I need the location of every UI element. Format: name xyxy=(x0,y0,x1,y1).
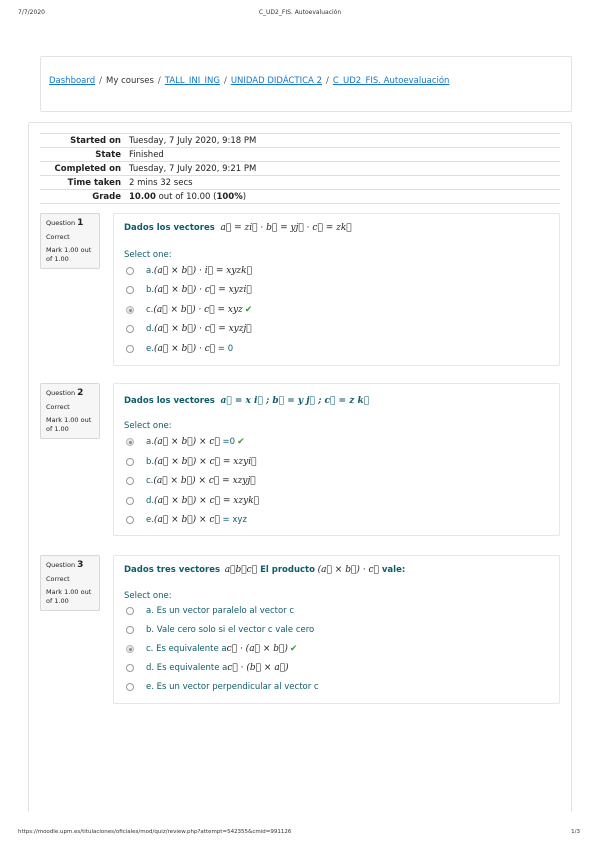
radio-button[interactable] xyxy=(126,664,134,672)
breadcrumb-course-link[interactable]: TALL_INI_ING xyxy=(164,76,220,86)
option-prefix: d. xyxy=(146,496,155,506)
question-text: Dados los vectores a⃗ = x i⃗ ; b⃗ = y j⃗ ; c⃗ = z k⃗ xyxy=(124,396,370,406)
option-formula: (a⃗ × b⃗) · c⃗ = xyzj⃗ xyxy=(154,324,252,334)
print-page-number: 1/3 xyxy=(571,829,580,835)
summary-row xyxy=(40,134,560,148)
radio-button[interactable] xyxy=(126,626,134,634)
breadcrumb-quiz-link[interactable]: C_UD2_FIS. Autoevaluación xyxy=(332,76,450,86)
summary-row xyxy=(40,162,560,176)
question-formula-2: (a⃗ × b⃗) · c⃗ xyxy=(317,565,379,575)
option-formula: c⃗ · (b⃗ × a⃗) xyxy=(227,663,289,673)
question-info-2 xyxy=(40,383,100,439)
option-prefix: c. Es equivalente a xyxy=(146,644,227,654)
breadcrumb-separator: / xyxy=(99,76,102,86)
summary-row xyxy=(40,190,560,204)
breadcrumb-my-courses[interactable]: My courses xyxy=(106,76,154,86)
option-prefix: b. Vale cero solo si el vector c vale cero xyxy=(146,625,315,635)
grade-percent: 100% xyxy=(216,191,243,202)
correct-check-icon: ✔ xyxy=(237,437,245,447)
question-formula: a⃗ = zi⃗ · b⃗ = yj⃗ · c⃗ = zk⃗ xyxy=(220,223,352,233)
summary-value: Tuesday, 7 July 2020, 9:21 PM xyxy=(125,162,560,176)
option-formula: (a⃗ × b⃗) × c⃗ = xzyj⃗ xyxy=(153,476,256,486)
breadcrumb-panel xyxy=(40,56,572,112)
option-suffix: =0 xyxy=(219,437,236,447)
option-prefix: e. xyxy=(146,515,154,525)
summary-row xyxy=(40,176,560,190)
question-mark: Mark 1.00 out of 1.00 xyxy=(46,588,92,605)
select-one-label: Select one: xyxy=(124,591,172,601)
attempt-summary-table xyxy=(40,133,560,204)
radio-button-selected[interactable] xyxy=(126,306,134,314)
option-formula: (a⃗ × b⃗) · i⃗ = xyzk⃗ xyxy=(153,266,253,276)
breadcrumb-section-link[interactable]: UNIDAD DIDÁCTICA 2 xyxy=(230,76,322,86)
radio-button[interactable] xyxy=(126,477,134,485)
option-formula: (a⃗ × b⃗) · c⃗ = xyzi⃗ xyxy=(154,285,252,295)
question-number: Question 2 xyxy=(46,388,84,398)
breadcrumb-separator: / xyxy=(223,76,227,86)
question-number: Question 1 xyxy=(46,218,84,228)
radio-button[interactable] xyxy=(126,325,134,333)
radio-button[interactable] xyxy=(126,683,134,691)
grade-score: 10.00 xyxy=(129,191,156,202)
option-prefix: a. xyxy=(146,437,154,447)
question-mark: Mark 1.00 out of 1.00 xyxy=(46,246,92,263)
print-url: https://moodle.upm.es/titulaciones/oficiales/mod/quiz/review.php?attempt=542355&cmid=991126 xyxy=(18,829,292,835)
question-text-3: vale: xyxy=(378,565,406,575)
option-formula: (a⃗ × b⃗) · c⃗ xyxy=(153,344,216,354)
radio-button[interactable] xyxy=(126,497,134,505)
question-state: Correct xyxy=(46,403,70,411)
option-prefix: a. xyxy=(146,266,154,276)
question-state: Correct xyxy=(46,575,70,583)
radio-button-selected[interactable] xyxy=(126,438,134,446)
radio-button[interactable] xyxy=(126,267,134,275)
option-formula: (a⃗ × b⃗) × c⃗ = xzyk⃗ xyxy=(154,496,260,506)
summary-label: Completed on xyxy=(40,162,125,176)
question-number: Question 3 xyxy=(46,560,84,570)
summary-label: Grade xyxy=(40,190,125,204)
print-date: 7/7/2020 xyxy=(18,9,45,16)
option-formula: (a⃗ × b⃗) · c⃗ = xyz xyxy=(153,305,243,315)
option-formula: (a⃗ × b⃗) × c⃗ = xzyi⃗ xyxy=(154,457,257,467)
question-formula: a⃗b⃗c⃗ xyxy=(224,565,258,575)
option-prefix: b. xyxy=(146,457,155,467)
option-prefix: d. xyxy=(146,324,155,334)
radio-button[interactable] xyxy=(126,458,134,466)
option-prefix: e. Es un vector perpendicular al vector c xyxy=(146,682,319,692)
option-prefix: b. xyxy=(146,285,155,295)
breadcrumb-dashboard-link[interactable]: Dashboard xyxy=(49,76,96,86)
breadcrumb-separator: / xyxy=(325,76,329,86)
option-prefix: c. xyxy=(146,476,154,486)
grade-value xyxy=(125,190,560,204)
option-formula: (a⃗ × b⃗) × c⃗ xyxy=(153,437,220,447)
option-formula: c⃗ · (a⃗ × b⃗) xyxy=(226,644,288,654)
question-state: Correct xyxy=(46,233,70,241)
grade-out-of: out of 10.00 ( xyxy=(155,191,217,202)
select-one-label: Select one: xyxy=(124,250,172,260)
question-text-2: El producto xyxy=(257,565,315,575)
question-text: Dados los vectores a⃗ = zi⃗ · b⃗ = yj⃗ · c⃗ = zk⃗ xyxy=(124,223,352,233)
option-suffix: = xyz xyxy=(219,515,247,525)
correct-check-icon: ✔ xyxy=(289,644,298,654)
summary-label: Started on xyxy=(40,134,125,148)
question-content-3 xyxy=(113,555,560,704)
summary-row xyxy=(40,148,560,162)
summary-value: 2 mins 32 secs xyxy=(125,176,560,190)
question-text: Dados tres vectores a⃗b⃗c⃗ El producto (a⃗ × b⃗) · c⃗ vale: xyxy=(124,565,406,575)
question-content-2 xyxy=(113,383,560,536)
question-info-1 xyxy=(40,213,100,269)
option-prefix: c. xyxy=(146,305,154,315)
correct-check-icon: ✔ xyxy=(244,305,253,315)
select-one-label: Select one: xyxy=(124,421,172,431)
question-formula: a⃗ = x i⃗ ; b⃗ = y j⃗ ; c⃗ = z k⃗ xyxy=(220,396,370,406)
grade-close: ) xyxy=(242,191,247,202)
radio-button[interactable] xyxy=(126,286,134,294)
breadcrumb-separator: / xyxy=(157,76,161,86)
breadcrumb xyxy=(49,76,449,86)
option-prefix: e. xyxy=(146,344,154,354)
option-prefix: a. Es un vector paralelo al vector c xyxy=(146,606,295,616)
summary-label: Time taken xyxy=(40,176,125,190)
summary-label: State xyxy=(40,148,125,162)
radio-button[interactable] xyxy=(126,345,134,353)
question-content-1 xyxy=(113,213,560,366)
radio-button[interactable] xyxy=(126,607,134,615)
radio-button[interactable] xyxy=(126,516,134,524)
print-title: C_UD2_FIS. Autoevaluación xyxy=(258,9,342,16)
summary-value: Tuesday, 7 July 2020, 9:18 PM xyxy=(125,134,560,148)
option-formula: (a⃗ × b⃗) × c⃗ xyxy=(153,515,220,525)
radio-button-selected[interactable] xyxy=(126,645,134,653)
option-suffix: = 0 xyxy=(215,344,234,354)
question-mark: Mark 1.00 out of 1.00 xyxy=(46,416,92,433)
summary-value: Finished xyxy=(125,148,560,162)
question-info-3 xyxy=(40,555,100,611)
option-prefix: d. Es equivalente a xyxy=(146,663,228,673)
